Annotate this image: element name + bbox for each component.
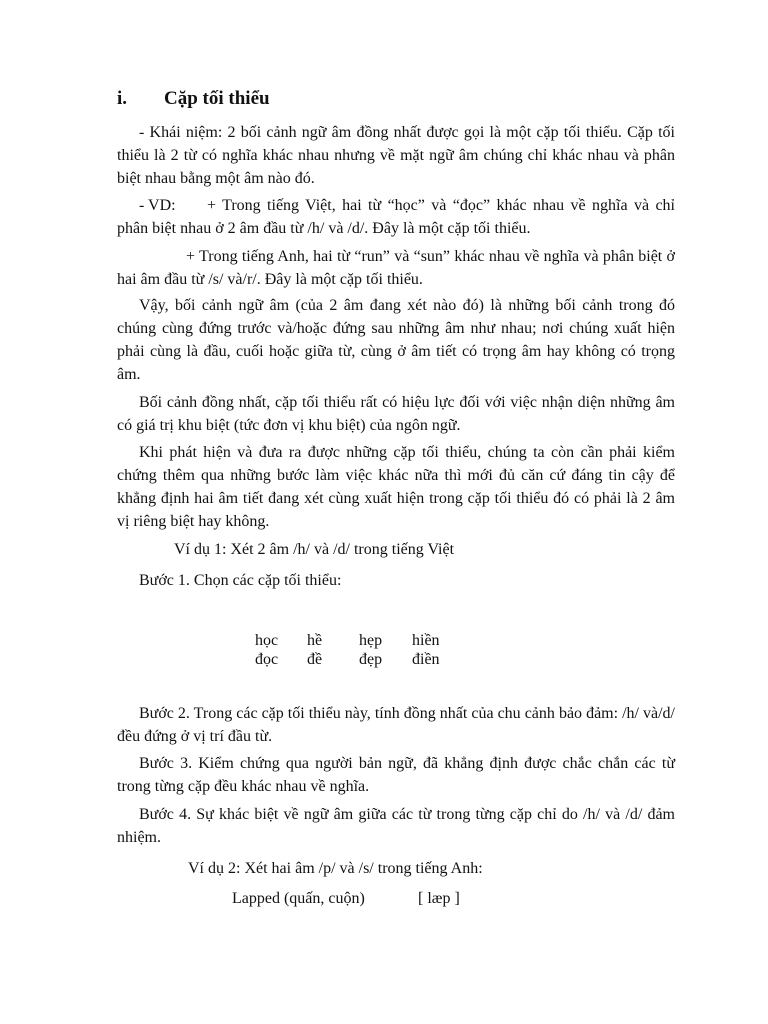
example-label: - VD: — [139, 197, 176, 214]
example-vietnamese-paragraph — [117, 194, 675, 240]
step-4-text: Bước 4. Sự khác biệt về ngữ âm giữa các từ trong từng cặp chỉ do /h/ và /d/ đảm nhiệm. — [117, 806, 675, 846]
minimal-pair — [359, 631, 382, 669]
example-english-paragraph: + Trong tiếng Anh, hai từ “run” và “sun” khác nhau về nghĩa và phân biệt ở hai âm đầu từ /s/ và/r/. Đây là một cặp tối thiểu. — [117, 248, 675, 288]
phonetic-context-paragraph: Vậy, bối cảnh ngữ âm (của 2 âm đang xét nào đó) là những bối cảnh trong đó chúng cùng đứng trước và/hoặc đứng sau những âm như nhau; nơi chúng xuất hiện phải cùng là đầu, cuối hoặc giữa từ, cùng ở âm tiết có trọng âm hay không có trọng âm. — [117, 297, 675, 383]
lapped-word: Lapped (quấn, cuộn) — [232, 890, 365, 907]
definition-paragraph: - Khái niệm: 2 bối cảnh ngữ âm đồng nhất được gọi là một cặp tối thiểu. Cặp tối thiểu là 2 từ có nghĩa khác nhau nhưng về mặt ngữ âm chúng chỉ khác nhau và phân biệt nhau bằng một âm nào đó. — [117, 124, 675, 187]
example-vietnamese-text: + Trong tiếng Việt, hai từ “học” và “đọc” khác nhau về nghĩa và chỉ phân biệt nhau ở 2 âm đầu từ /h/ và /d/. Đây là một cặp tối thiểu. — [117, 197, 675, 237]
step-1-text: Bước 1. Chọn các cặp tối thiểu: — [139, 572, 342, 589]
minimal-pair — [307, 631, 322, 669]
identical-context-paragraph: Bối cảnh đồng nhất, cặp tối thiểu rất có hiệu lực đối với việc nhận diện những âm có giá trị khu biệt (tức đơn vị khu biệt) của ngôn ngữ. — [117, 394, 675, 434]
pair-top-word: hiền — [412, 632, 440, 649]
step-2-text: Bước 2. Trong các cặp tối thiểu này, tính đồng nhất của chu cảnh bảo đảm: /h/ và/d/ đều đứng ở vị trí đầu từ. — [117, 705, 675, 745]
pair-bottom-word: đề — [307, 651, 323, 668]
pair-bottom-word: điền — [412, 651, 440, 668]
section-heading — [117, 88, 270, 110]
pair-top-word: hề — [307, 632, 323, 649]
example-2-title: Ví dụ 2: Xét hai âm /p/ và /s/ trong tiếng Anh: — [188, 860, 483, 877]
minimal-pair — [412, 631, 440, 669]
step-3-text: Bước 3. Kiểm chứng qua người bản ngữ, đã khẳng định được chắc chắn các từ trong từng cặp đều khác nhau về nghĩa. — [117, 755, 675, 795]
pair-top-word: học — [255, 632, 279, 649]
minimal-pair — [255, 631, 278, 669]
section-number: i. — [117, 88, 128, 109]
example-1-title: Ví dụ 1: Xét 2 âm /h/ và /d/ trong tiếng Việt — [174, 541, 455, 558]
section-title: Cặp tối thiểu — [164, 88, 270, 109]
pair-top-word: hẹp — [359, 632, 383, 649]
verification-paragraph: Khi phát hiện và đưa ra được những cặp tối thiểu, chúng ta còn cần phải kiểm chứng thêm qua những bước làm việc khác nữa thì mới đủ căn cứ đáng tin cậy để khẳng định hai âm tiết đang xét cùng xuất hiện trong cặp tối thiểu đó có phải là 2 âm vị riêng biệt hay không. — [117, 444, 675, 530]
pair-bottom-word: đẹp — [359, 651, 383, 668]
pair-bottom-word: đọc — [255, 651, 279, 668]
lapped-ipa: [ læp ] — [418, 890, 460, 907]
